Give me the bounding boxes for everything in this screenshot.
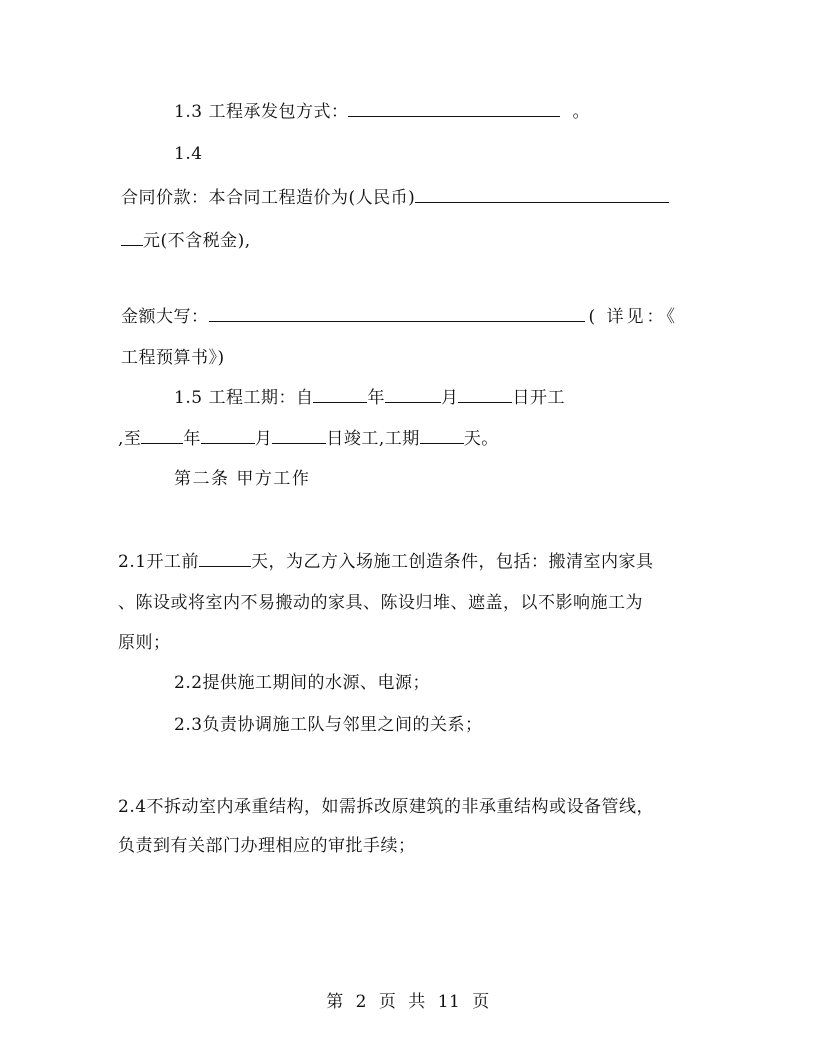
- duration-days-blank: [420, 427, 464, 444]
- end-year-blank: [141, 427, 183, 444]
- clause-1-4-price-tail: [121, 229, 251, 252]
- days-before-start-blank: [199, 550, 251, 567]
- clause-1-4-price: [121, 186, 669, 209]
- clause-2-3: 2.3负责协调施工队与邻里之间的关系；: [174, 715, 483, 735]
- to-label: ,至: [118, 429, 142, 449]
- start-year-blank: [313, 386, 367, 403]
- clause-2-1-line2: 、陈设或将室内不易搬动的家具、陈设归堆、遮盖，以不影响施工为: [118, 593, 643, 613]
- clause-1-3-suffix: 。: [572, 102, 590, 122]
- clause-2-2: 2.2提供施工期间的水源、电源；: [174, 673, 431, 693]
- start-label: 日开工: [512, 388, 565, 408]
- clause-2-1-prefix: 2.1开工前: [118, 552, 200, 572]
- clause-2-1-line1: [118, 550, 654, 573]
- contract-method-blank: [348, 100, 560, 117]
- page-number-footer: 第 2 页 共 11 页: [326, 992, 490, 1012]
- clause-1-5-end: [118, 427, 499, 450]
- month-label: 月: [440, 388, 459, 408]
- year-label-2: 年: [183, 429, 201, 449]
- year-label: 年: [367, 388, 385, 408]
- clause-2-4-line2: 负责到有关部门办理相应的审批手续；: [118, 836, 416, 856]
- clause-2-1-rest: 天，为乙方入场施工创造条件，包括：搬清室内家具: [251, 552, 654, 572]
- end-day-blank: [272, 427, 326, 444]
- amount-words-label: 金额大写：: [121, 307, 209, 327]
- construction-period-label: 1.5 工程工期：自: [174, 388, 314, 408]
- see-note: ( 详见：《: [588, 307, 679, 327]
- see-note-end: 工程预算书》): [121, 348, 225, 368]
- clause-1-4-number: 1.4: [174, 144, 203, 164]
- start-month-blank: [385, 386, 441, 403]
- clause-1-3: [174, 100, 590, 123]
- price-amount-blank-tail: [121, 229, 143, 246]
- price-tax-note: 元(不含税金),: [143, 231, 251, 251]
- end-month-blank: [201, 427, 255, 444]
- clause-1-5: [174, 386, 565, 409]
- month-label-2: 月: [254, 429, 273, 449]
- article-2-title: 第二条 甲方工作: [174, 469, 311, 489]
- clause-2-1-line3: 原则；: [118, 633, 171, 653]
- clause-1-3-label: 1.3 工程承发包方式：: [174, 102, 349, 122]
- start-day-blank: [458, 386, 512, 403]
- contract-price-label: 合同价款：本合同工程造价为(人民币): [121, 188, 416, 208]
- price-amount-blank: [415, 186, 669, 203]
- amount-words-blank: [209, 305, 585, 322]
- days-label: 天。: [463, 429, 499, 449]
- finish-label: 日竣工,工期: [326, 429, 420, 449]
- clause-1-4-amount-words: [121, 305, 678, 328]
- clause-2-4-line1: 2.4不拆动室内承重结构，如需拆改原建筑的非承重结构或设备管线，: [118, 797, 655, 817]
